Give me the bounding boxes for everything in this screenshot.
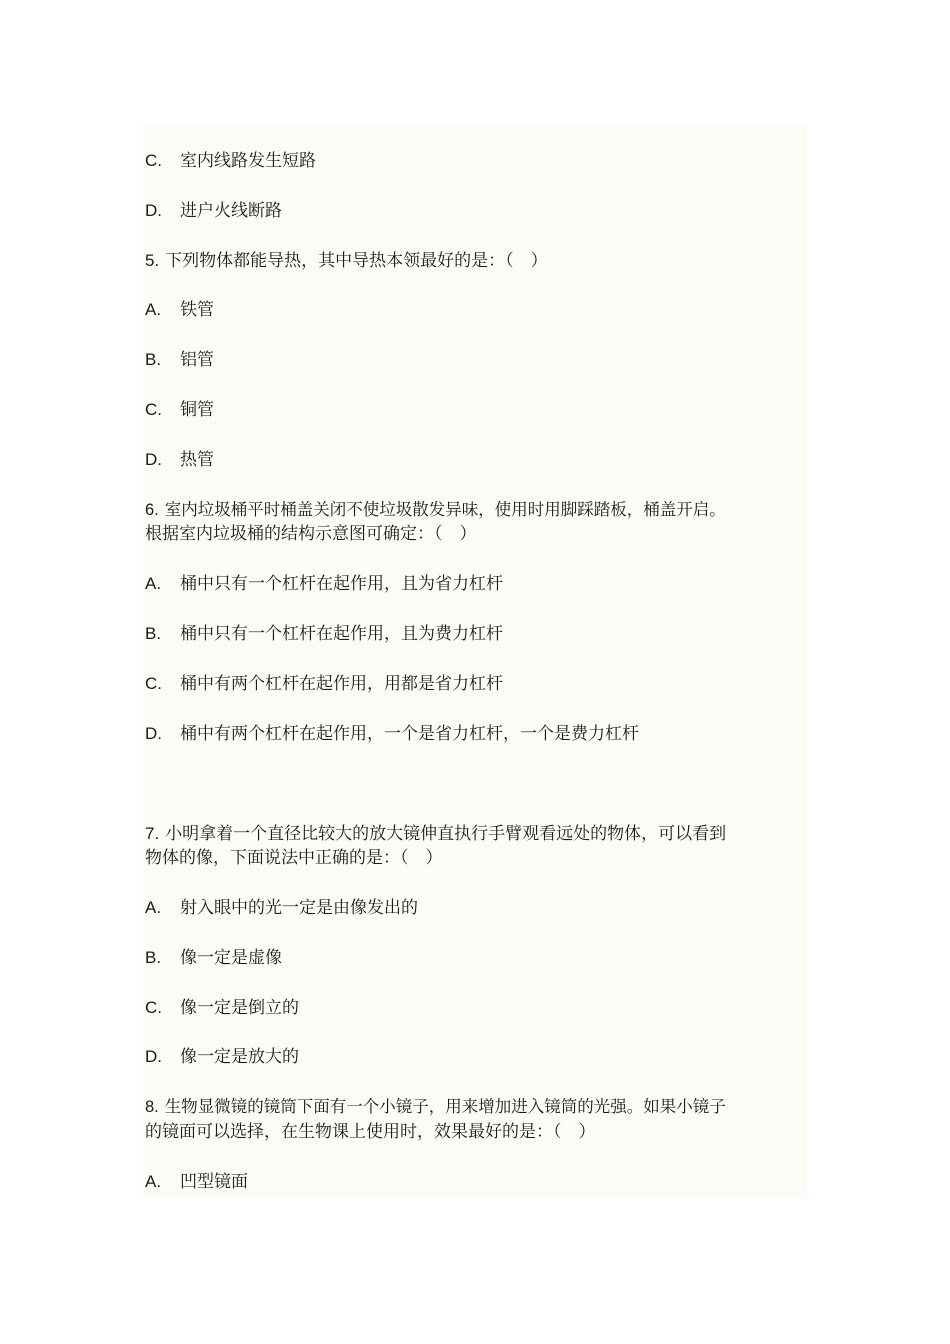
option-letter: A. xyxy=(145,300,162,319)
option-letter: B. xyxy=(145,624,162,643)
document-page-content xyxy=(143,124,807,1198)
option-text: 室内线路发生短路 xyxy=(180,151,316,171)
question-number: 6. xyxy=(145,501,159,519)
option-letter: C. xyxy=(145,998,162,1017)
option-text: 铁管 xyxy=(180,300,214,320)
q6-option-d[interactable] xyxy=(145,722,639,746)
q8-option-a[interactable] xyxy=(145,1170,248,1194)
q7-option-c[interactable] xyxy=(145,996,299,1020)
question-stem-line: 下列物体都能导热，其中导热本领最好的是：（ ） xyxy=(165,251,548,271)
q6-option-b[interactable] xyxy=(145,622,503,646)
option-letter: D. xyxy=(145,1047,162,1066)
question-stem-line: 生物显微镜的镜筒下面有一个小镜子，用来增加进入镜筒的光强。如果小镜子 xyxy=(164,1097,726,1116)
question-stem-line: 物体的像，下面说法中正确的是：（ ） xyxy=(145,848,443,868)
option-text: 铜管 xyxy=(180,400,214,420)
option-text: 像一定是虚像 xyxy=(180,948,282,968)
q8-stem-line-1 xyxy=(145,1095,726,1119)
option-text: 凹型镜面 xyxy=(180,1172,248,1192)
q5-stem xyxy=(145,249,548,273)
q6-option-a[interactable] xyxy=(145,572,503,596)
option-text: 桶中有两个杠杆在起作用，用都是省力杠杆 xyxy=(180,674,503,694)
question-stem-line: 室内垃圾桶平时桶盖关闭不使垃圾散发异味，使用时用脚踩踏板，桶盖开启。 xyxy=(164,500,726,519)
q5-option-c[interactable] xyxy=(145,398,214,422)
option-letter: C. xyxy=(145,674,162,693)
q5-option-d[interactable] xyxy=(145,448,214,472)
q8-stem-line-2 xyxy=(145,1120,596,1144)
option-letter: D. xyxy=(145,724,162,743)
option-letter: A. xyxy=(145,1172,162,1191)
q6-stem-line-2 xyxy=(145,522,477,546)
option-text: 铝管 xyxy=(180,350,214,370)
q7-stem-line-1 xyxy=(145,822,726,846)
q7-stem-line-2 xyxy=(145,846,443,870)
option-text: 桶中只有一个杠杆在起作用，且为省力杠杆 xyxy=(180,574,503,594)
option-text: 桶中有两个杠杆在起作用，一个是省力杠杆，一个是费力杠杆 xyxy=(180,724,639,744)
question-stem-line: 小明拿着一个直径比较大的放大镜伸直执行手臂观看远处的物体，可以看到 xyxy=(165,824,727,844)
q4-option-c[interactable] xyxy=(145,149,316,173)
q7-option-d[interactable] xyxy=(145,1045,299,1069)
option-letter: B. xyxy=(145,948,162,967)
option-text: 像一定是放大的 xyxy=(180,1047,299,1067)
option-letter: B. xyxy=(145,350,162,369)
option-text: 射入眼中的光一定是由像发出的 xyxy=(180,898,418,918)
q6-stem-line-1 xyxy=(145,498,726,522)
question-number: 8. xyxy=(145,1098,159,1116)
question-number: 5. xyxy=(145,251,160,270)
q4-option-d[interactable] xyxy=(145,199,282,223)
question-stem-line: 的镜面可以选择，在生物课上使用时，效果最好的是：（ ） xyxy=(145,1122,596,1142)
q7-option-a[interactable] xyxy=(145,896,418,920)
question-number: 7. xyxy=(145,824,160,843)
q5-option-a[interactable] xyxy=(145,298,214,322)
option-letter: A. xyxy=(145,898,162,917)
option-letter: A. xyxy=(145,574,162,593)
question-stem-line: 根据室内垃圾桶的结构示意图可确定：（ ） xyxy=(145,524,477,544)
q5-option-b[interactable] xyxy=(145,348,214,372)
option-text: 热管 xyxy=(180,450,214,470)
option-letter: C. xyxy=(145,151,162,170)
q7-option-b[interactable] xyxy=(145,946,282,970)
option-letter: D. xyxy=(145,201,162,220)
option-letter: C. xyxy=(145,400,162,419)
option-text: 进户火线断路 xyxy=(180,201,282,221)
option-letter: D. xyxy=(145,450,162,469)
q6-option-c[interactable] xyxy=(145,672,503,696)
option-text: 像一定是倒立的 xyxy=(180,998,299,1018)
option-text: 桶中只有一个杠杆在起作用，且为费力杠杆 xyxy=(180,624,503,644)
